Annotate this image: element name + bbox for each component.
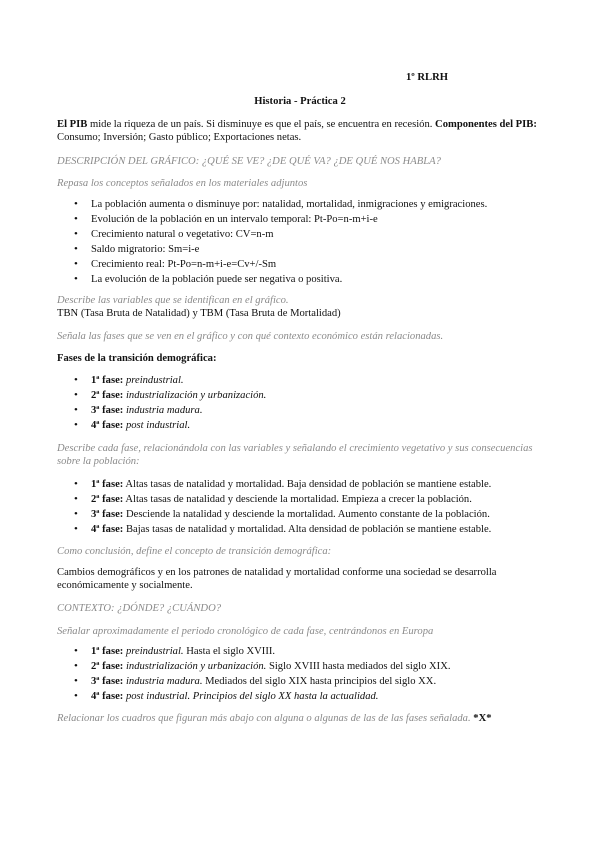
phase-period: Principios del siglo XX hasta la actualidad. — [190, 691, 379, 702]
phase-name: industrialización y urbanización. — [123, 390, 267, 401]
phase-label: 2ª fase: — [91, 494, 124, 505]
context-question: CONTEXTO: ¿DÓNDE? ¿CUÁNDO? — [57, 603, 222, 614]
pib-paragraph — [57, 118, 545, 144]
phase-label: 1ª fase: — [91, 375, 124, 386]
graph-description-question: DESCRIPCIÓN DEL GRÁFICO: ¿QUÉ SE VE? ¿DE QUÉ VA? ¿DE QUÉ NOS HABLA? — [57, 156, 441, 167]
phase-description-instruction: Describe cada fase, relacionándola con las variables y señalando el crecimiento vegetativo y sus consecuencias sobre la población: — [57, 443, 533, 467]
list-item — [57, 388, 545, 403]
list-item — [57, 373, 545, 388]
course-code: 1º RLRH — [405, 72, 448, 83]
phase-name: industria madura. — [123, 676, 203, 687]
list-item — [57, 507, 545, 522]
phase-name: industria madura. — [123, 405, 203, 416]
relate-instruction-line — [57, 712, 545, 725]
phases-instruction: Señala las fases que se ven en el gráfico y con qué contexto económico están relacionadas. — [57, 331, 444, 342]
conclusion-answer: Cambios demográficos y en los patrones de natalidad y mortalidad conforme una sociedad se desarrolla económicamente y socialmente. — [57, 567, 497, 591]
variables-answer: TBN (Tasa Bruta de Natalidad) y TBM (Tasa Bruta de Mortalidad) — [57, 308, 341, 319]
chronology-instruction: Señalar aproximadamente el periodo cronológico de cada fase, centrándonos en Europa — [57, 626, 434, 637]
variables-instruction: Describe las variables que se identifican en el gráfico. — [57, 295, 289, 306]
phase-name: preindustrial. — [123, 375, 184, 386]
phase-label: 4ª fase: — [91, 420, 124, 431]
phase-period: Siglo XVIII hasta mediados del siglo XIX. — [266, 661, 451, 672]
phase-descriptions-list — [57, 477, 545, 537]
list-item — [57, 644, 545, 659]
pib-components-text: Consumo; Inversión; Gasto público; Exportaciones netas. — [57, 132, 302, 143]
list-item — [57, 492, 545, 507]
list-item — [57, 477, 545, 492]
concepts-list — [57, 197, 545, 287]
relate-instruction: Relacionar los cuadros que figuran más abajo con alguna o algunas de las de las fases señalada. — [57, 713, 471, 724]
phases-heading: Fases de la transición demográfica: — [57, 353, 217, 364]
phase-label: 2ª fase: — [91, 390, 124, 401]
pib-components-label: Componentes del PIB: — [435, 119, 537, 130]
relate-marker: *X* — [473, 713, 492, 724]
phase-label: 3ª fase: — [91, 405, 124, 416]
phase-period: Mediados del siglo XIX hasta principios del siglo XX. — [202, 676, 437, 687]
list-item — [57, 522, 545, 537]
list-item: • Evolución de la población en un intervalo temporal: Pt-Po=n-m+i-e — [57, 212, 545, 227]
phase-name: preindustrial. — [123, 646, 184, 657]
list-item — [57, 674, 545, 689]
phase-label: 3ª fase: — [91, 509, 124, 520]
conclusion-instruction: Como conclusión, define el concepto de transición demográfica: — [57, 546, 332, 557]
phase-period: Hasta el siglo XVIII. — [183, 646, 276, 657]
chronology-list — [57, 644, 545, 704]
pib-label: El PIB — [57, 119, 88, 130]
phase-description: Altas tasas de natalidad y mortalidad. Baja densidad de población se mantiene estable. — [123, 479, 492, 490]
page-title: Historia - Práctica 2 — [254, 96, 346, 107]
list-item: • Crecimiento real: Pt-Po=n-m+i-e=Cv+/-Sm — [57, 257, 545, 272]
phase-label: 3ª fase: — [91, 676, 124, 687]
phases-list — [57, 373, 545, 433]
list-item — [57, 403, 545, 418]
list-item: • Crecimiento natural o vegetativo: CV=n-m — [57, 227, 545, 242]
list-item — [57, 418, 545, 433]
list-item: • La evolución de la población puede ser negativa o positiva. — [57, 272, 545, 287]
phase-name: industrialización y urbanización. — [123, 661, 267, 672]
phase-description: Altas tasas de natalidad y desciende la mortalidad. Empieza a crecer la población. — [123, 494, 472, 505]
phase-label: 1ª fase: — [91, 479, 124, 490]
phase-description: Bajas tasas de natalidad y mortalidad. Alta densidad de población se mantiene estable. — [123, 524, 492, 535]
list-item: • Saldo migratorio: Sm=i-e — [57, 242, 545, 257]
phase-description: Desciende la natalidad y desciende la mortalidad. Aumento constante de la población. — [123, 509, 490, 520]
phase-label: 4ª fase: — [91, 691, 124, 702]
pib-text: mide la riqueza de un país. Si disminuye es que el país, se encuentra en recesión. — [87, 119, 436, 130]
phase-name: post industrial. — [123, 420, 191, 431]
phase-label: 1ª fase: — [91, 646, 124, 657]
list-item — [57, 689, 545, 704]
list-item — [57, 659, 545, 674]
list-item: • La población aumenta o disminuye por: natalidad, mortalidad, inmigraciones y emigraciones. — [57, 197, 545, 212]
phase-label: 4ª fase: — [91, 524, 124, 535]
phase-label: 2ª fase: — [91, 661, 124, 672]
phase-name: post industrial. — [123, 691, 191, 702]
review-concepts-instruction: Repasa los conceptos señalados en los materiales adjuntos — [57, 178, 308, 189]
